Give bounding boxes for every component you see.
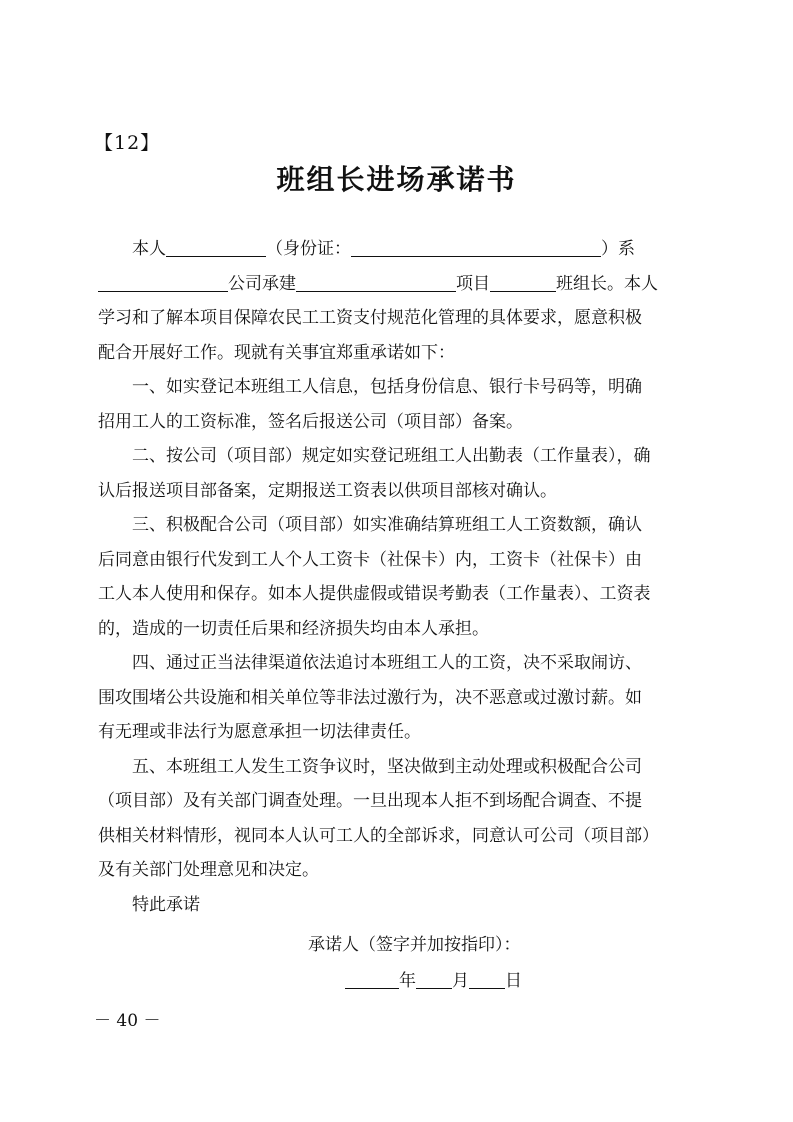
signature-date (345, 966, 522, 996)
commitment-item-1 (98, 370, 698, 439)
intro-text: 公司承建 (228, 273, 296, 294)
commitment-item-5 (98, 750, 698, 888)
paragraph-line: 供相关材料情形，视同本人认可工人的全部诉求，同意认可公司（项目部） (98, 825, 659, 846)
paragraph-line: （项目部）及有关部门调查处理。一旦出现本人拒不到场配合调查、不提 (98, 791, 642, 811)
paragraph-line: 后同意由银行代发到工人个人工资卡（社保卡）内，工资卡（社保卡）由 (98, 549, 642, 570)
document-title: 班组长进场承诺书 (276, 163, 517, 196)
intro-text: 班组长。本人 (556, 273, 658, 294)
year-blank[interactable] (345, 966, 399, 989)
paragraph-line: 围攻围堵公共设施和相关单位等非法过激行为，决不恶意或过激讨薪。如 (98, 687, 642, 708)
paragraph-line: 一、如实登记本班组工人信息，包括身份信息、银行卡号码等，明确 (132, 377, 642, 397)
day-blank[interactable] (469, 966, 505, 989)
intro-line-4: 配合开展好工作。现就有关事宜郑重承诺如下： (98, 342, 455, 363)
id-label: （身份证： (266, 239, 351, 259)
commitment-item-3 (98, 508, 698, 646)
paragraph-line: 四、通过正当法律渠道依法追讨本班组工人的工资，决不采取闹访、 (132, 653, 642, 673)
intro-line-2 (98, 267, 698, 302)
closing-text: 特此承诺 (132, 894, 200, 915)
document-body (98, 232, 698, 922)
name-blank[interactable] (166, 234, 266, 257)
intro-text: 本人 (132, 239, 166, 259)
paragraph-line: 及有关部门处理意见和决定。 (98, 860, 319, 880)
id-number-blank[interactable] (351, 234, 601, 257)
company-blank[interactable] (98, 269, 228, 292)
commitment-item-2 (98, 439, 698, 508)
intro-text: 项目 (456, 273, 490, 294)
paragraph-line: 的，造成的一切责任后果和经济损失均由本人承担。 (98, 618, 489, 639)
paragraph-line: 五、本班组工人发生工资争议时，坚决做到主动处理或积极配合公司 (132, 756, 642, 777)
intro-line-1 (98, 232, 698, 267)
day-label: 日 (505, 971, 522, 991)
signature-label: 承诺人（签字并加按指印）： (308, 935, 521, 955)
project-blank[interactable] (296, 269, 456, 292)
team-blank[interactable] (490, 269, 556, 292)
paragraph-line: 三、积极配合公司（项目部）如实准确结算班组工人工资数额，确认 (132, 515, 642, 535)
paragraph-line: 招用工人的工资标准，签名后报送公司（项目部）备案。 (98, 411, 523, 432)
month-blank[interactable] (416, 966, 452, 989)
month-label: 月 (452, 971, 469, 991)
intro-text: ）系 (601, 239, 635, 259)
commitment-item-4 (98, 646, 698, 750)
paragraph-line: 认后报送项目部备案，定期报送工资表以供项目部核对确认。 (98, 480, 557, 501)
page-number: － 40 － (94, 1011, 161, 1031)
paragraph-line: 有无理或非法行为愿意承担一切法律责任。 (98, 722, 421, 742)
document-tag: 【12】 (94, 132, 161, 154)
year-label: 年 (399, 971, 416, 991)
paragraph-line: 二、按公司（项目部）规定如实登记班组工人出勤表（工作量表），确 (132, 446, 651, 466)
paragraph-line: 工人本人使用和保存。如本人提供虚假或错误考勤表（工作量表）、工资表 (98, 584, 651, 604)
intro-line-3: 学习和了解本项目保障农民工工资支付规范化管理的具体要求，愿意积极 (98, 308, 642, 328)
